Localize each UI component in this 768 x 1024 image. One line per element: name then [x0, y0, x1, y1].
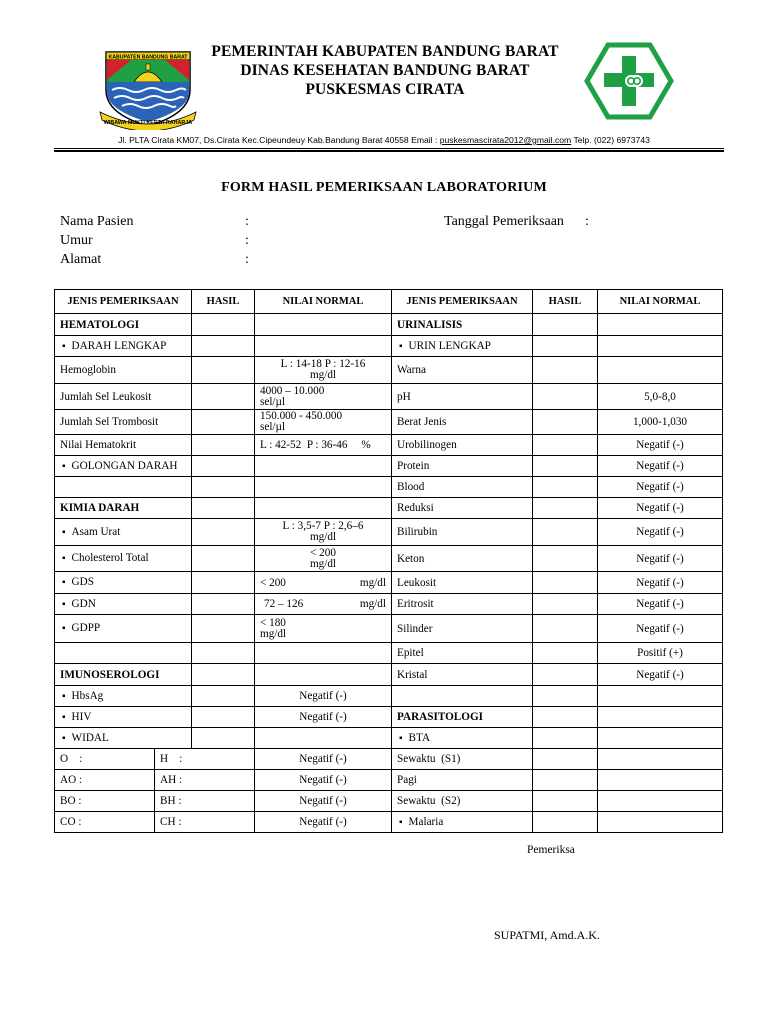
- hemoglobin-normal: [255, 357, 392, 384]
- header-normal-right: NILAI NORMAL: [598, 290, 723, 314]
- hasil-cell[interactable]: [192, 728, 255, 749]
- svg-text:WIBAWA MUKTI KERTA RAHARJA: WIBAWA MUKTI KERTA RAHARJA: [103, 120, 193, 126]
- widal-co-normal: Negatif (-): [255, 812, 392, 833]
- bta-label: ▪ BTA: [392, 728, 533, 749]
- normal-cell: [598, 749, 723, 770]
- widal-bh-label: BH :: [155, 791, 255, 812]
- lab-results-table: [54, 289, 723, 833]
- empty-label-cell: [55, 643, 192, 664]
- umur-colon: :: [245, 233, 249, 248]
- ph-label: pH: [392, 384, 533, 410]
- hasil-cell[interactable]: [533, 791, 598, 812]
- widal-o-normal: Negatif (-): [255, 749, 392, 770]
- hematokrit-normal: L : 42-52 P : 36-46 %: [255, 435, 392, 456]
- section-imunoserologi: IMUNOSEROLOGI: [55, 664, 192, 686]
- hiv-label: ▪ HIV: [55, 707, 192, 728]
- hasil-cell[interactable]: [533, 812, 598, 833]
- urin-lengkap-label: ▪ URIN LENGKAP: [392, 336, 533, 357]
- tanggal-pemeriksaan-colon: :: [585, 214, 589, 229]
- normal-cell: [598, 770, 723, 791]
- table-row: [55, 728, 723, 749]
- form-title: FORM HASIL PEMERIKSAAN LABORATORIUM: [221, 180, 547, 195]
- normal-cell: [255, 477, 392, 498]
- ph-normal: 5,0-8,0: [598, 384, 723, 410]
- hasil-cell[interactable]: [192, 594, 255, 615]
- hasil-cell[interactable]: [192, 410, 255, 435]
- normal-cell: [255, 456, 392, 477]
- normal-cell: [255, 643, 392, 664]
- leukosit-urine-label: Leukosit: [392, 572, 533, 594]
- alamat-colon: :: [245, 252, 249, 267]
- hasil-cell[interactable]: [533, 546, 598, 572]
- hasil-cell[interactable]: [533, 686, 598, 707]
- normal-cell: [598, 314, 723, 336]
- table-row: [55, 435, 723, 456]
- patient-info: [60, 212, 260, 272]
- header-normal-left: NILAI NORMAL: [255, 290, 392, 314]
- hasil-cell[interactable]: [533, 498, 598, 519]
- pemeriksa-name: SUPATMI, Amd.A.K.: [494, 928, 600, 942]
- table-row: [55, 336, 723, 357]
- kristal-label: Kristal: [392, 664, 533, 686]
- address-text: Jl. PLTA Cirata KM07, Ds.Cirata Kec.Cipeundeuy Kab.Bandung Barat 40558 Email :: [118, 135, 440, 145]
- silinder-label: Silinder: [392, 615, 533, 643]
- nama-pasien-label: Nama Pasien: [60, 214, 134, 229]
- hasil-cell[interactable]: [192, 336, 255, 357]
- berat-jenis-normal: 1,000-1,030: [598, 410, 723, 435]
- section-parasitologi: PARASITOLOGI: [392, 707, 533, 728]
- asam-urat-normal-unit: mg/dl: [309, 531, 337, 543]
- tanggal-pemeriksaan-label: Tanggal Pemeriksaan: [444, 214, 564, 229]
- table-row: [55, 615, 723, 643]
- berat-jenis-label: Berat Jenis: [392, 410, 533, 435]
- header-jenis-left: JENIS PEMERIKSAAN: [55, 290, 192, 314]
- widal-ao-label: AO :: [55, 770, 155, 791]
- table-row: [55, 749, 723, 770]
- widal-ao-normal: Negatif (-): [255, 770, 392, 791]
- kristal-normal: Negatif (-): [598, 664, 723, 686]
- sewaktu-s1-label: Sewaktu (S1): [392, 749, 533, 770]
- table-row: [55, 477, 723, 498]
- email-link[interactable]: puskesmascirata2012@gmail.com: [439, 135, 572, 145]
- hasil-cell[interactable]: [533, 594, 598, 615]
- hasil-cell[interactable]: [192, 384, 255, 410]
- hasil-cell[interactable]: [192, 572, 255, 594]
- hasil-cell[interactable]: [533, 707, 598, 728]
- normal-cell: [598, 791, 723, 812]
- normal-cell: [598, 686, 723, 707]
- table-row: [55, 314, 723, 336]
- hasil-cell[interactable]: [533, 770, 598, 791]
- golongan-darah-label: ▪ GOLONGAN DARAH: [55, 456, 192, 477]
- hasil-cell[interactable]: [192, 664, 255, 686]
- header-line-2: DINAS KESEHATAN BANDUNG BARAT: [240, 62, 530, 79]
- table-row: [55, 519, 723, 546]
- hematokrit-label: Nilai Hematokrit: [55, 435, 192, 456]
- table-row: [55, 707, 723, 728]
- header-jenis-right: JENIS PEMERIKSAAN: [392, 290, 533, 314]
- asam-urat-normal: [255, 519, 392, 546]
- hasil-cell[interactable]: [192, 546, 255, 572]
- normal-cell: [598, 336, 723, 357]
- asam-urat-normal-range: L : 3,5-7 P : 2,6–6: [282, 520, 364, 532]
- epitel-normal: Positif (+): [598, 643, 723, 664]
- table-row: [55, 456, 723, 477]
- table-row: [55, 546, 723, 572]
- blood-normal: Negatif (-): [598, 477, 723, 498]
- widal-ah-label: AH :: [155, 770, 255, 791]
- urobilinogen-label: Urobilinogen: [392, 435, 533, 456]
- hasil-cell[interactable]: [192, 477, 255, 498]
- normal-cell: [598, 728, 723, 749]
- svg-text:KABUPATEN BANDUNG BARAT: KABUPATEN BANDUNG BARAT: [108, 54, 188, 61]
- header-hasil-left: HASIL: [192, 290, 255, 314]
- trombosit-normal-range: 150.000 - 450.000: [260, 410, 343, 422]
- normal-cell: [255, 728, 392, 749]
- normal-cell: [598, 812, 723, 833]
- gds-normal-value: < 200: [260, 576, 286, 589]
- trombosit-label: Jumlah Sel Trombosit: [55, 410, 192, 435]
- leukosit-normal-range: 4000 – 10.000: [260, 384, 325, 397]
- hasil-cell[interactable]: [533, 615, 598, 643]
- pagi-label: Pagi: [392, 770, 533, 791]
- cholesterol-normal: [255, 546, 392, 572]
- hasil-cell[interactable]: [192, 519, 255, 546]
- hasil-cell[interactable]: [533, 357, 598, 384]
- leukosit-urine-normal: Negatif (-): [598, 572, 723, 594]
- header-line-3: PUSKESMAS CIRATA: [305, 81, 465, 98]
- hasil-cell[interactable]: [533, 314, 598, 336]
- gdn-normal-unit: mg/dl: [359, 598, 386, 610]
- address-line: [0, 135, 768, 145]
- protein-normal: Negatif (-): [598, 456, 723, 477]
- silinder-normal: Negatif (-): [598, 615, 723, 643]
- table-row: [55, 686, 723, 707]
- hasil-cell[interactable]: [533, 435, 598, 456]
- hemoglobin-normal-range: L : 14-18 P : 12-16: [280, 358, 366, 370]
- hasil-cell[interactable]: [533, 664, 598, 686]
- gdpp-normal: [255, 615, 392, 643]
- epitel-label: Epitel: [392, 643, 533, 664]
- keton-normal: Negatif (-): [598, 546, 723, 572]
- protein-label: Protein: [392, 456, 533, 477]
- gds-normal-unit: mg/dl: [359, 576, 386, 589]
- leukosit-normal: [255, 384, 392, 410]
- normal-cell: [255, 336, 392, 357]
- pemeriksa-label: Pemeriksa: [527, 844, 575, 856]
- header-line-1: PEMERINTAH KABUPATEN BANDUNG BARAT: [211, 43, 559, 60]
- empty-label-cell: [392, 686, 533, 707]
- blood-label: Blood: [392, 477, 533, 498]
- section-urinalisis: URINALISIS: [392, 314, 533, 336]
- cholesterol-label: ▪ Cholesterol Total: [55, 546, 192, 572]
- gds-label: ▪ GDS: [55, 572, 192, 594]
- hasil-cell[interactable]: [192, 686, 255, 707]
- eritrosit-label: Eritrosit: [392, 594, 533, 615]
- table-row: [55, 357, 723, 384]
- normal-cell: [255, 314, 392, 336]
- cholesterol-normal-unit: mg/dl: [309, 557, 337, 570]
- section-hematologi: HEMATOLOGI: [55, 314, 192, 336]
- hasil-cell[interactable]: [192, 357, 255, 384]
- malaria-label: ▪ Malaria: [392, 812, 533, 833]
- gdn-label: ▪ GDN: [55, 594, 192, 615]
- hiv-normal: Negatif (-): [255, 707, 392, 728]
- hbsag-normal: Negatif (-): [255, 686, 392, 707]
- hasil-cell[interactable]: [192, 498, 255, 519]
- gdn-normal-value: 72 – 126: [264, 598, 304, 610]
- darah-lengkap-label: ▪ DARAH LENGKAP: [55, 336, 192, 357]
- gds-normal: [255, 572, 392, 594]
- header-divider-thin: [54, 148, 724, 149]
- hasil-cell[interactable]: [533, 643, 598, 664]
- hasil-cell[interactable]: [192, 314, 255, 336]
- widal-label: ▪ WIDAL: [55, 728, 192, 749]
- gdn-normal: [255, 594, 392, 615]
- header-divider-thick: [54, 150, 724, 152]
- widal-o-label: O :: [55, 749, 155, 770]
- reduksi-normal: Negatif (-): [598, 498, 723, 519]
- table-row: [55, 664, 723, 686]
- hasil-cell[interactable]: [192, 435, 255, 456]
- hasil-cell[interactable]: [533, 336, 598, 357]
- warna-label: Warna: [392, 357, 533, 384]
- table-row: [55, 812, 723, 833]
- normal-cell: [255, 664, 392, 686]
- hbsag-label: ▪ HbsAg: [55, 686, 192, 707]
- header-text-block: [150, 42, 620, 99]
- hasil-cell[interactable]: [533, 384, 598, 410]
- normal-cell: [598, 357, 723, 384]
- hasil-cell[interactable]: [533, 519, 598, 546]
- widal-ch-label: CH :: [155, 812, 255, 833]
- table-row: [55, 410, 723, 435]
- leukosit-label: Jumlah Sel Leukosit: [55, 384, 192, 410]
- trombosit-normal-unit: sel/µl: [260, 421, 286, 433]
- gdpp-normal-unit: mg/dl: [260, 627, 287, 640]
- leukosit-normal-unit: sel/µl: [260, 395, 286, 408]
- table-row: [55, 643, 723, 664]
- empty-label-cell: [55, 477, 192, 498]
- table-row: [55, 498, 723, 519]
- table-header-row: [55, 290, 723, 314]
- hasil-cell[interactable]: [533, 572, 598, 594]
- hasil-cell[interactable]: [192, 707, 255, 728]
- puskesmas-logo: [584, 42, 674, 120]
- hemoglobin-normal-unit: mg/dl: [309, 369, 337, 381]
- eritrosit-normal: Negatif (-): [598, 594, 723, 615]
- tanggal-info: [444, 212, 604, 232]
- table-row: [55, 770, 723, 791]
- hemoglobin-label: Hemoglobin: [55, 357, 192, 384]
- header-hasil-right: HASIL: [533, 290, 598, 314]
- sewaktu-s2-label: Sewaktu (S2): [392, 791, 533, 812]
- reduksi-label: Reduksi: [392, 498, 533, 519]
- hasil-cell[interactable]: [533, 728, 598, 749]
- normal-cell: [598, 707, 723, 728]
- gdpp-normal-range: < 180: [260, 616, 286, 629]
- nama-pasien-colon: :: [245, 214, 249, 229]
- urobilinogen-normal: Negatif (-): [598, 435, 723, 456]
- trombosit-normal: [255, 410, 392, 435]
- hasil-cell[interactable]: [533, 410, 598, 435]
- phone-text: Telp. (022) 6973743: [571, 135, 650, 145]
- cholesterol-normal-range: < 200: [310, 546, 336, 559]
- hasil-cell[interactable]: [192, 456, 255, 477]
- table-row: [55, 594, 723, 615]
- bilirubin-label: Bilirubin: [392, 519, 533, 546]
- bilirubin-normal: Negatif (-): [598, 519, 723, 546]
- table-row: [55, 791, 723, 812]
- table-row: [55, 572, 723, 594]
- widal-co-label: CO :: [55, 812, 155, 833]
- hasil-cell[interactable]: [192, 615, 255, 643]
- widal-bo-normal: Negatif (-): [255, 791, 392, 812]
- hasil-cell[interactable]: [533, 749, 598, 770]
- widal-h-label: H :: [155, 749, 255, 770]
- table-row: [55, 384, 723, 410]
- umur-label: Umur: [60, 233, 93, 248]
- section-kimia-darah: KIMIA DARAH: [55, 498, 192, 519]
- alamat-label: Alamat: [60, 252, 102, 267]
- asam-urat-label: ▪ Asam Urat: [55, 519, 192, 546]
- hasil-cell[interactable]: [192, 643, 255, 664]
- hasil-cell[interactable]: [533, 477, 598, 498]
- gdpp-label: ▪ GDPP: [55, 615, 192, 643]
- hasil-cell[interactable]: [533, 456, 598, 477]
- keton-label: Keton: [392, 546, 533, 572]
- widal-bo-label: BO :: [55, 791, 155, 812]
- normal-cell: [255, 498, 392, 519]
